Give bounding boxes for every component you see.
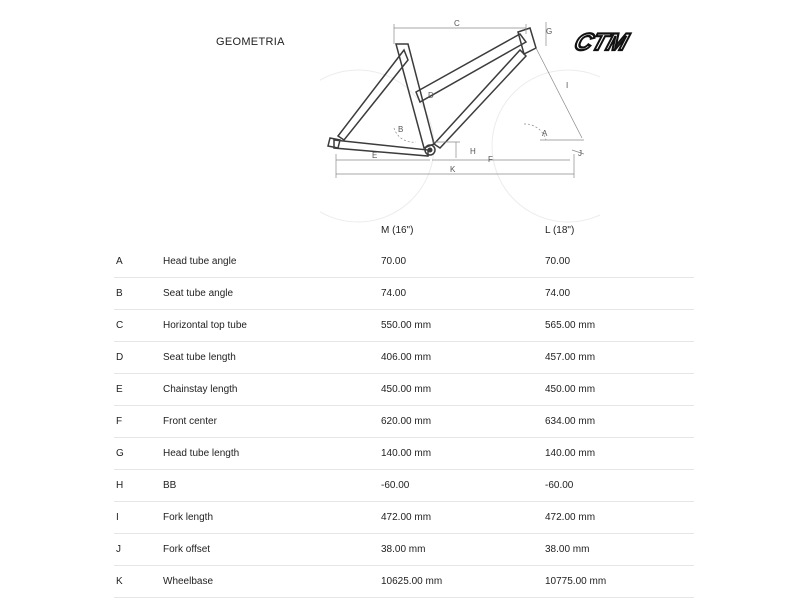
table-row [114,502,694,534]
row-value-l: 70.00 [545,256,571,267]
row-key: K [116,576,123,587]
row-value-l: -60.00 [545,480,574,491]
table-row [114,438,694,470]
page-title: GEOMETRIA [216,36,285,48]
table-row [114,310,694,342]
row-key: C [116,320,124,331]
label-d: D [428,91,434,100]
column-header-l: L (18") [545,225,575,236]
row-value-m: 140.00 mm [381,448,432,459]
row-value-m: 450.00 mm [381,384,432,395]
row-value-m: -60.00 [381,480,410,491]
row-value-m: 74.00 [381,288,407,299]
row-value-l: 457.00 mm [545,352,596,363]
table-row [114,566,694,598]
row-value-l: 450.00 mm [545,384,596,395]
row-label: Seat tube length [163,352,236,363]
row-label: Seat tube angle [163,288,234,299]
table-row [114,470,694,502]
row-key: G [116,448,124,459]
row-value-l: 472.00 mm [545,512,596,523]
row-key: B [116,288,123,299]
label-f: F [488,155,493,164]
chainstay [334,140,428,156]
row-value-l: 10775.00 mm [545,576,607,587]
geometry-table [114,246,694,598]
row-value-l: 140.00 mm [545,448,596,459]
label-j: J [578,149,582,158]
bike-geometry-diagram [320,14,600,229]
row-key: E [116,384,123,395]
row-label: BB [163,480,177,491]
row-label: Fork offset [163,544,211,555]
label-c: C [454,19,460,28]
front-wheel-outline [492,70,600,222]
row-value-m: 406.00 mm [381,352,432,363]
row-key: D [116,352,124,363]
label-g: G [546,27,553,36]
row-key: J [116,544,121,555]
row-label: Head tube length [163,448,240,459]
table-row [114,342,694,374]
label-k: K [450,165,456,174]
row-label: Fork length [163,512,214,523]
top-tube [434,50,526,148]
table-row [114,246,694,278]
table-row [114,374,694,406]
row-key: F [116,416,123,427]
label-e: E [372,151,378,160]
row-label: Horizontal top tube [163,320,247,331]
row-value-m: 10625.00 mm [381,576,443,587]
bb-dot [428,148,433,153]
table-row [114,278,694,310]
label-b: B [398,125,404,134]
label-h: H [470,147,476,156]
row-label: Head tube angle [163,256,237,267]
row-value-m: 472.00 mm [381,512,432,523]
label-i: I [566,81,569,90]
row-label: Chainstay length [163,384,238,395]
row-label: Front center [163,416,217,427]
table-row [114,406,694,438]
row-value-l: 74.00 [545,288,571,299]
row-value-m: 38.00 mm [381,544,426,555]
row-key: A [116,256,123,267]
table-row [114,534,694,566]
row-value-m: 70.00 [381,256,407,267]
logo-text: CTM [570,29,632,56]
row-value-m: 620.00 mm [381,416,432,427]
row-key: I [116,512,119,523]
row-value-l: 38.00 mm [545,544,590,555]
column-header-m: M (16") [381,225,414,236]
row-value-m: 550.00 mm [381,320,432,331]
row-value-l: 565.00 mm [545,320,596,331]
label-a: A [542,129,548,138]
row-label: Wheelbase [163,576,214,587]
row-key: H [116,480,124,491]
row-value-l: 634.00 mm [545,416,596,427]
